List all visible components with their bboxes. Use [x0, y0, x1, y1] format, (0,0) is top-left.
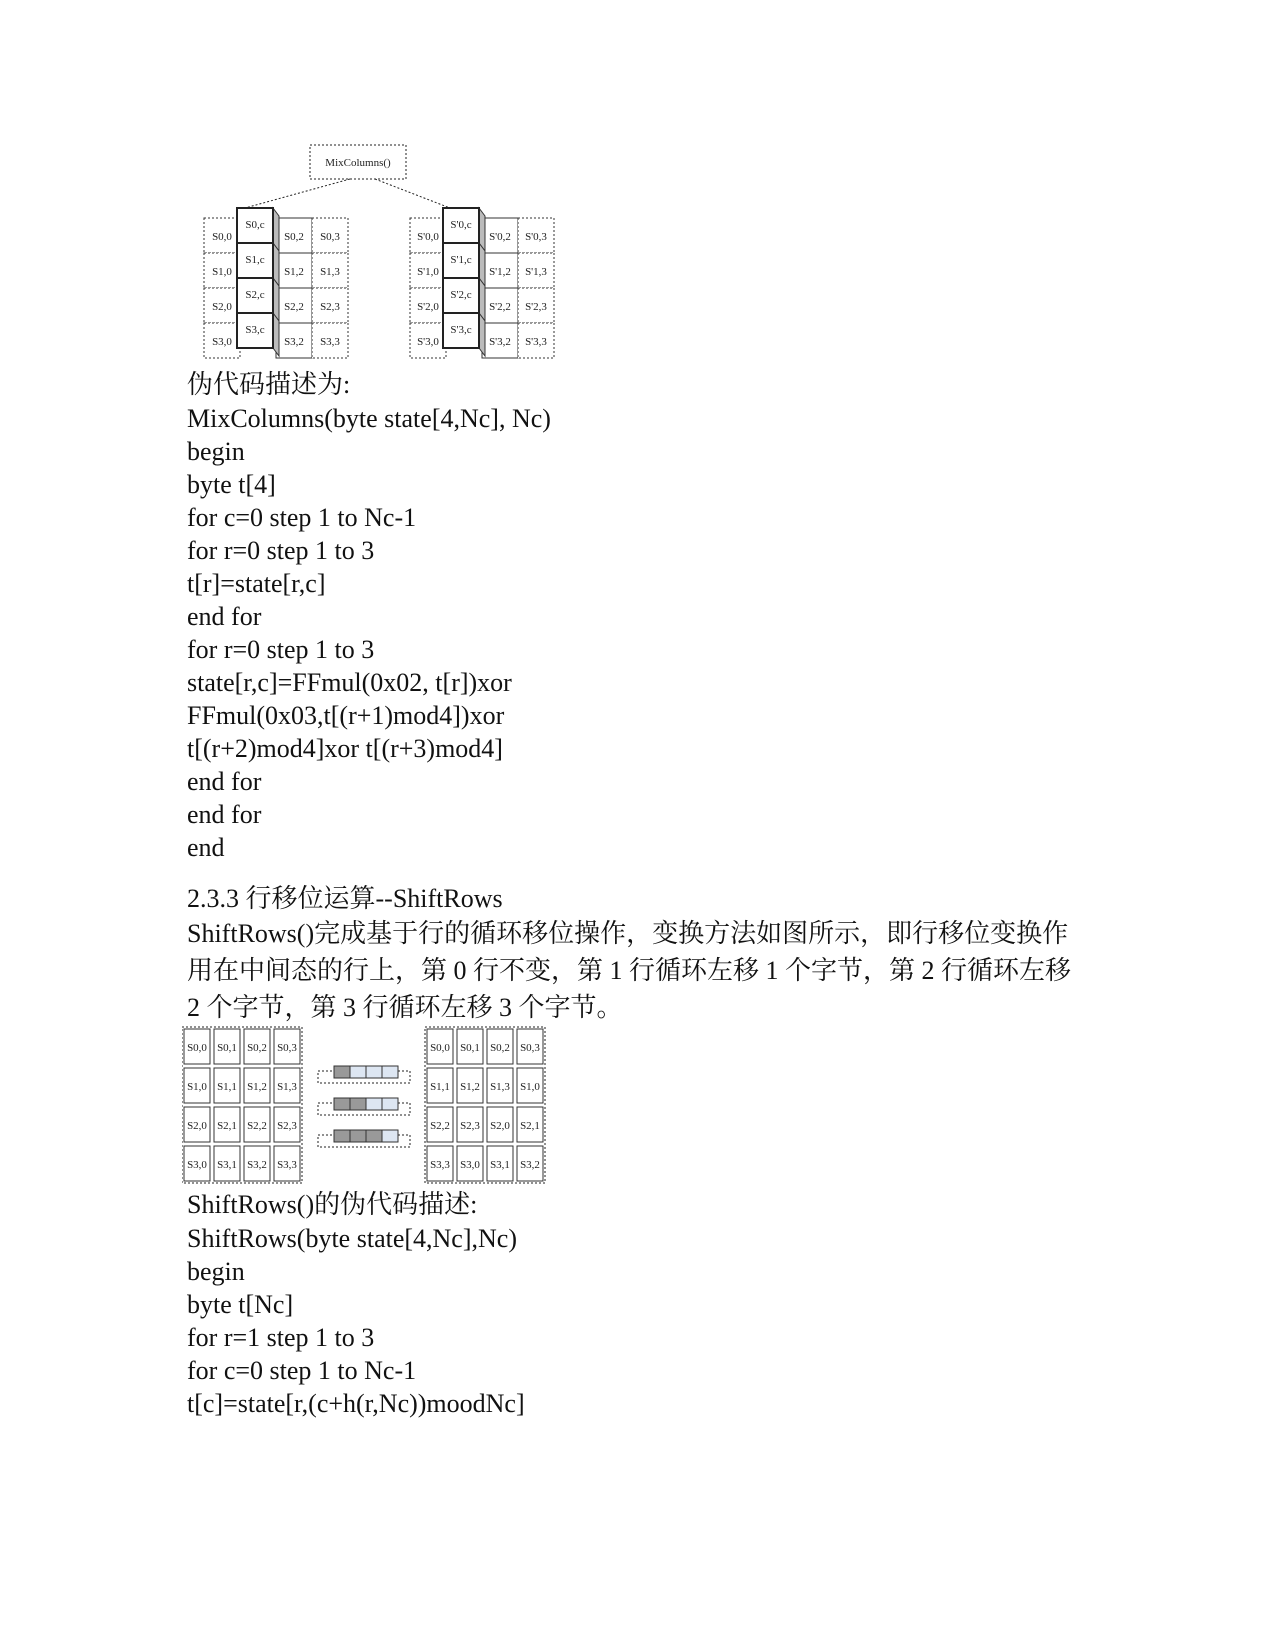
byte-slot: [350, 1066, 366, 1078]
matrix-cell-label: S0,0: [212, 231, 232, 243]
matrix-cell-label: S0,0: [430, 1042, 450, 1054]
code-line: for r=0 step 1 to 3: [187, 635, 375, 664]
matrix-cell-label: S'1,2: [489, 266, 511, 278]
matrix-cell-label: S1,0: [520, 1081, 540, 1093]
matrix-cell-label: S1,0: [187, 1081, 207, 1093]
code-line: for c=0 step 1 to Nc-1: [187, 503, 417, 532]
matrix-cell-label: S3,0: [212, 336, 232, 348]
mixcolumns-input-matrix: [204, 208, 348, 358]
mixcolumns-title: MixColumns(): [325, 157, 391, 169]
matrix-cell-label: S1,2: [284, 266, 304, 278]
matrix-cell-label: S3,3: [277, 1159, 297, 1171]
matrix-cell-label: S1,3: [490, 1081, 510, 1093]
code-line: byte t[4]: [187, 470, 276, 499]
code-line: for r=0 step 1 to 3: [187, 536, 375, 565]
matrix-cell-label: S2,3: [460, 1120, 480, 1132]
shifted-byte: [334, 1066, 350, 1078]
mixcolumns-figure: [200, 142, 580, 374]
matrix-cell-label: S2,3: [320, 301, 340, 313]
shifted-byte: [334, 1130, 350, 1142]
byte-slot: [366, 1066, 382, 1078]
matrix-cell-label: S'0,2: [489, 231, 511, 243]
matrix-cell-label: S1,3: [320, 266, 340, 278]
code-line: byte t[Nc]: [187, 1290, 294, 1319]
matrix-cell-label: S0,1: [460, 1042, 480, 1054]
matrix-cell-label: S'0,3: [525, 231, 547, 243]
matrix-cell-label: S2,2: [247, 1120, 267, 1132]
matrix-cell-label: S2,c: [245, 289, 265, 301]
shifted-byte: [350, 1098, 366, 1110]
matrix-cell-label: S3,c: [245, 324, 265, 336]
shifted-byte: [366, 1130, 382, 1142]
shiftrows-heading: 2.3.3 行移位运算--ShiftRows: [187, 884, 503, 913]
matrix-cell-label: S1,1: [430, 1081, 450, 1093]
code-line: end for: [187, 602, 262, 631]
matrix-cell-label: S1,2: [247, 1081, 267, 1093]
code-line: end for: [187, 800, 262, 829]
matrix-cell-label: S'2,c: [450, 289, 472, 301]
shifted-byte: [350, 1130, 366, 1142]
matrix-cell-label: S'3,c: [450, 324, 472, 336]
shiftrows-input-matrix: [182, 1027, 302, 1183]
code-line: for c=0 step 1 to Nc-1: [187, 1356, 417, 1385]
matrix-cell-label: S'0,c: [450, 219, 472, 231]
mixcolumns-intro: 伪代码描述为:: [187, 370, 351, 399]
byte-slot: [366, 1098, 382, 1110]
code-line: end: [187, 833, 225, 862]
matrix-cell-label: S1,c: [245, 254, 265, 266]
matrix-cell-label: S'1,0: [417, 266, 439, 278]
matrix-cell-label: S0,c: [245, 219, 265, 231]
matrix-cell-label: S0,1: [217, 1042, 237, 1054]
matrix-cell-label: S2,2: [284, 301, 304, 313]
code-line: begin: [187, 437, 245, 466]
matrix-cell-label: S1,3: [277, 1081, 297, 1093]
byte-slot: [382, 1098, 398, 1110]
matrix-cell-label: S3,0: [460, 1159, 480, 1171]
matrix-cell-label: S'3,3: [525, 336, 547, 348]
matrix-cell-label: S2,3: [277, 1120, 297, 1132]
matrix-cell-label: S'0,0: [417, 231, 439, 243]
matrix-cell-label: S1,0: [212, 266, 232, 278]
matrix-cell-label: S0,0: [187, 1042, 207, 1054]
matrix-cell-label: S3,2: [247, 1159, 267, 1171]
matrix-cell-label: S'2,0: [417, 301, 439, 313]
matrix-cell-label: S3,2: [284, 336, 304, 348]
shiftrows-intro: ShiftRows()的伪代码描述:: [187, 1190, 478, 1219]
matrix-cell-label: S2,1: [520, 1120, 540, 1132]
code-line: FFmul(0x03,t[(r+1)mod4])xor: [187, 701, 505, 730]
code-line: t[(r+2)mod4]xor t[(r+3)mod4]: [187, 734, 503, 763]
code-line: for r=1 step 1 to 3: [187, 1323, 375, 1352]
matrix-cell-label: S0,3: [277, 1042, 297, 1054]
matrix-cell-label: S'3,2: [489, 336, 511, 348]
matrix-cell-label: S0,2: [247, 1042, 267, 1054]
matrix-cell-label: S3,1: [217, 1159, 237, 1171]
matrix-cell-label: S2,2: [430, 1120, 450, 1132]
matrix-cell-label: S2,1: [217, 1120, 237, 1132]
byte-slot: [382, 1130, 398, 1142]
shiftrows-output-matrix: [425, 1027, 545, 1183]
code-line: t[c]=state[r,(c+h(r,Nc))moodNc]: [187, 1389, 525, 1418]
code-line: ShiftRows(byte state[4,Nc],Nc): [187, 1224, 517, 1253]
matrix-cell-label: S0,2: [490, 1042, 510, 1054]
matrix-cell-label: S'2,3: [525, 301, 547, 313]
matrix-cell-label: S0,3: [320, 231, 340, 243]
matrix-cell-label: S'2,2: [489, 301, 511, 313]
code-line: MixColumns(byte state[4,Nc], Nc): [187, 404, 551, 433]
code-line: end for: [187, 767, 262, 796]
matrix-cell-label: S2,0: [212, 301, 232, 313]
shiftrows-figure: [182, 1025, 582, 1190]
matrix-cell-label: S'1,3: [525, 266, 547, 278]
matrix-cell-label: S3,2: [520, 1159, 540, 1171]
matrix-cell-label: S0,3: [520, 1042, 540, 1054]
matrix-cell-label: S1,1: [217, 1081, 237, 1093]
matrix-cell-label: S2,0: [187, 1120, 207, 1132]
matrix-cell-label: S'1,c: [450, 254, 472, 266]
matrix-cell-label: S1,2: [460, 1081, 480, 1093]
shifted-byte: [334, 1098, 350, 1110]
shiftrows-shift-indicators: [318, 1066, 410, 1147]
matrix-cell-label: S0,2: [284, 231, 304, 243]
mixcolumns-pseudocode: [187, 402, 551, 864]
code-line: t[r]=state[r,c]: [187, 569, 326, 598]
shiftrows-pseudocode: [187, 1222, 525, 1420]
matrix-cell-label: S3,3: [320, 336, 340, 348]
matrix-cell-label: S2,0: [490, 1120, 510, 1132]
code-line: begin: [187, 1257, 245, 1286]
matrix-cell-label: S3,3: [430, 1159, 450, 1171]
matrix-cell-label: S3,0: [187, 1159, 207, 1171]
shiftrows-description: ShiftRows()完成基于行的循环移位操作，变换方法如图所示，即行移位变换作用在中间态的行上，第 0 行不变，第 1 行循环左移 1 个字节，第 2 行循环左移 2 个字节，第 3 行循环左移 3 个字节。: [187, 919, 1072, 1022]
code-line: state[r,c]=FFmul(0x02, t[r])xor: [187, 668, 512, 697]
matrix-cell-label: S3,1: [490, 1159, 510, 1171]
byte-slot: [382, 1066, 398, 1078]
mixcolumns-output-matrix: [410, 208, 554, 358]
matrix-cell-label: S'3,0: [417, 336, 439, 348]
